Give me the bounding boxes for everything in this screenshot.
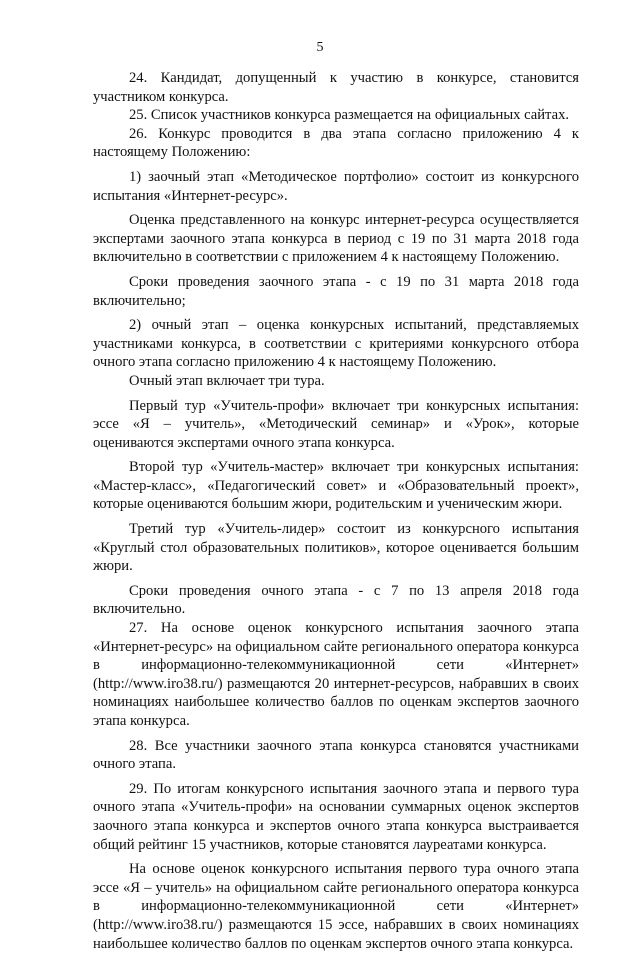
paragraph-full-time-stage-tours: Очный этап включает три тура. xyxy=(129,372,325,389)
paragraph-28: 28. Все участники заочного этапа конкурса становятся участниками очного этапа. xyxy=(93,737,579,773)
paragraph-essay-publication: На основе оценок конкурсного испытания первого тура очного этапа эссе «Я – учитель» на официальном сайте регионального оператора конкурса в информационно-телекоммуникационной сети «Интернет» (http://www.iro38.ru/) размещаются 15 эссе, набравших в своих номинациях наибольшее количество баллов по оценкам экспертов очного этапа конкурса. xyxy=(93,861,579,952)
paragraph-second-tour: Второй тур «Учитель-мастер» включает три конкурсных испытания: «Мастер-класс», «Педагогический совет» и «Образовательный проект», которые оцениваются большим жюри, родительским и ученическим жюри. xyxy=(93,459,579,513)
paragraph-26-item-2: 2) очный этап – оценка конкурсных испытаний, представляемых участниками конкурса, в соответствии с критериями конкурсного отбора очного этапа согласно приложению 4 к настоящему Положению. xyxy=(93,317,579,371)
paragraph-26: 26. Конкурс проводится в два этапа согласно приложению 4 к настоящему Положению: xyxy=(93,125,579,161)
paragraph-25: 25. Список участников конкурса размещается на официальных сайтах. xyxy=(129,107,570,124)
paragraph-29: 29. По итогам конкурсного испытания заочного этапа и первого тура очного этапа «Учитель-профи» на основании суммарных оценок экспертов заочного этапа конкурса и экспертов очного этапа конкурса выстраивается общий рейтинг 15 участников, которые становятся лауреатами конкурса. xyxy=(93,780,579,853)
paragraph-third-tour: Третий тур «Учитель-лидер» состоит из конкурсного испытания «Круглый стол образовательных политиков», которое оценивается большим жюри. xyxy=(93,521,579,575)
paragraph-first-tour: Первый тур «Учитель-профи» включает три конкурсных испытания: эссе «Я – учитель», «Методический семинар» и «Урок», которые оцениваются экспертами очного этапа конкурса. xyxy=(93,397,579,451)
paragraph-24: 24. Кандидат, допущенный к участию в конкурсе, становится участником конкурса. xyxy=(93,70,579,105)
paragraph-26-item-1: 1) заочный этап «Методическое портфолио» состоит из конкурсного испытания «Интернет-ресурс». xyxy=(93,168,579,204)
document-body xyxy=(93,69,579,953)
page-number: 5 xyxy=(316,40,324,55)
paragraph-27: 27. На основе оценок конкурсного испытания заочного этапа «Интернет-ресурс» на официальном сайте регионального оператора конкурса в информационно-телекоммуникационной сети «Интернет» (http://www.iro38.ru/) размещаются 20 интернет-ресурсов, набравших в своих номинациях наибольшее количество баллов по оценкам экспертов заочного этапа конкурса. xyxy=(93,620,579,729)
paragraph-full-time-stage-dates: Сроки проведения очного этапа - с 7 по 13 апреля 2018 года включительно. xyxy=(93,582,579,618)
paragraph-evaluation-internet-resource: Оценка представленного на конкурс интернет-ресурса осуществляется экспертами заочного этапа конкурса в период с 19 по 31 марта 2018 года включительно в соответствии с приложением 4 к настоящему Положению. xyxy=(93,212,579,266)
paragraph-correspondence-stage-dates: Сроки проведения заочного этапа - с 19 по 31 марта 2018 года включительно; xyxy=(93,273,579,309)
